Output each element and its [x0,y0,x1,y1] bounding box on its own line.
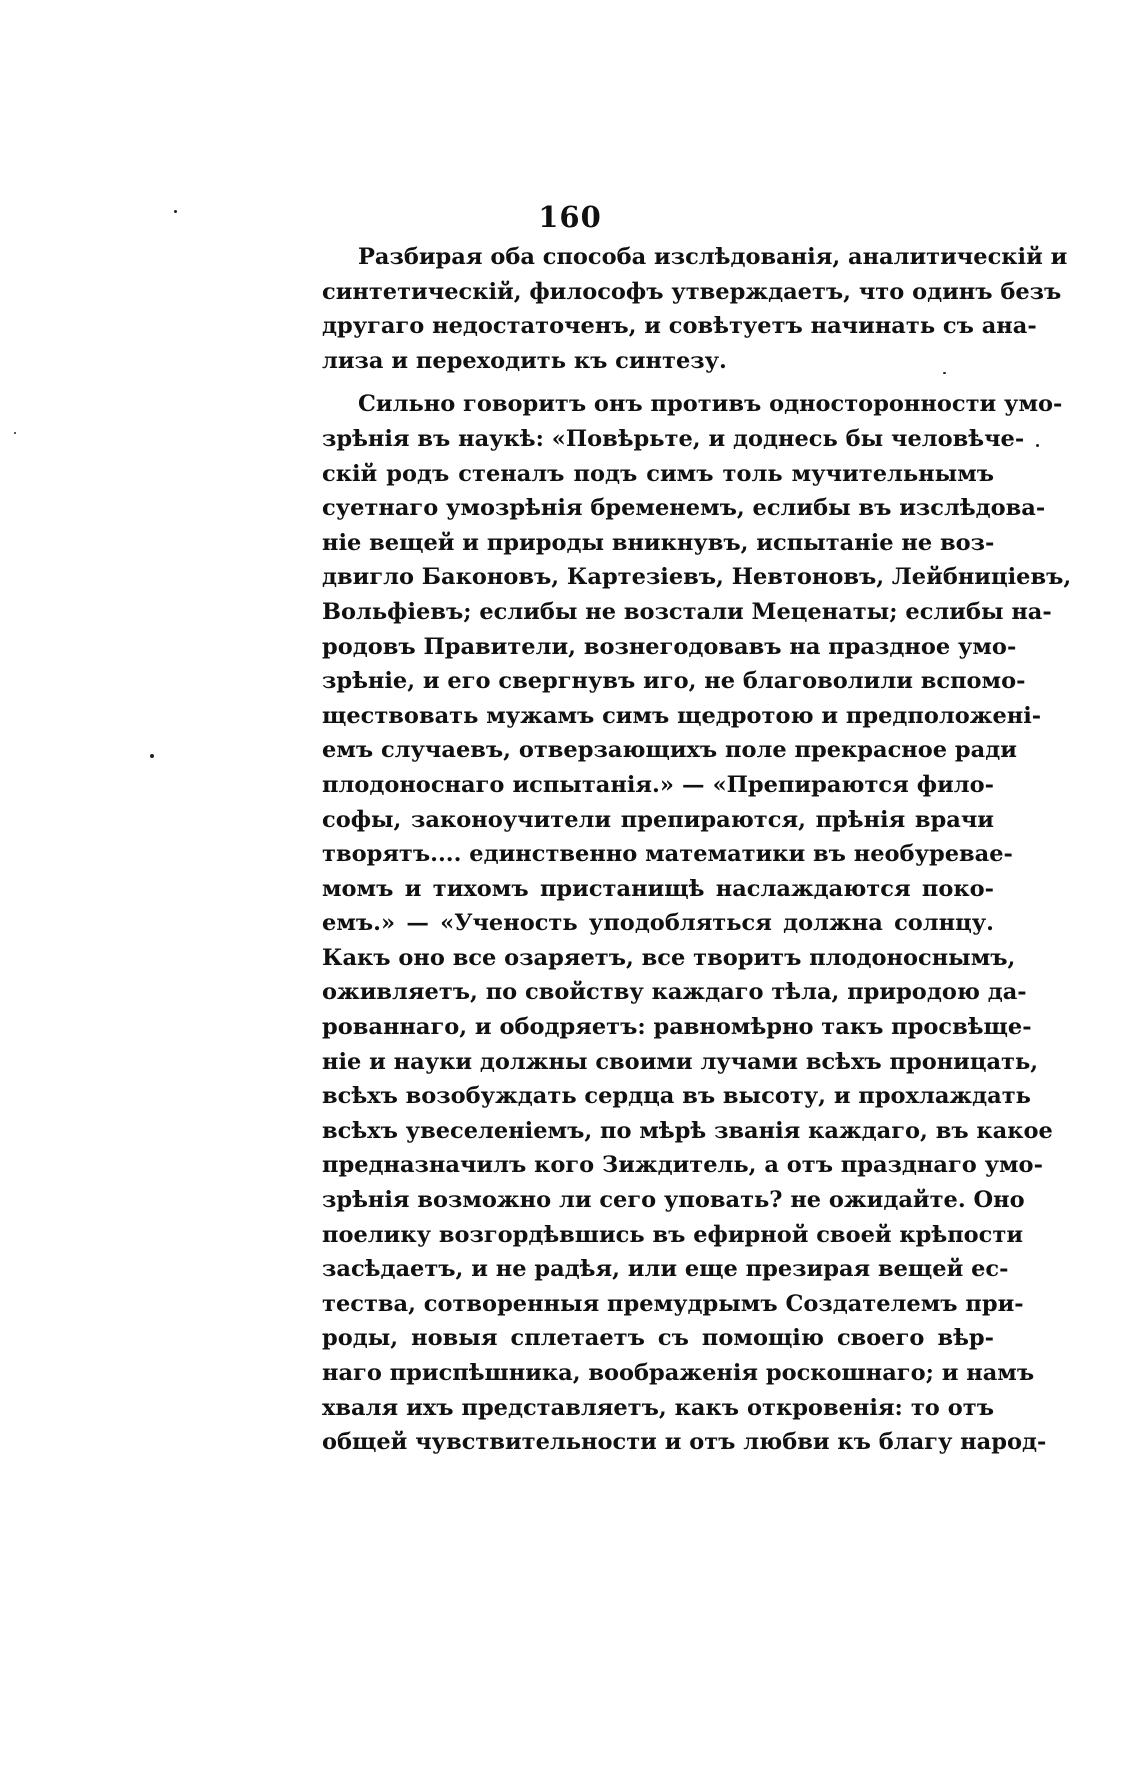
text-line: роды, новыя сплетаетъ съ помощію своего вѣр- [322,1325,994,1352]
text-line: всѣхъ увеселеніемъ, по мѣрѣ званія каждаго, въ какое [322,1117,1053,1144]
text-line: Разбирая оба способа изслѣдованія, аналитическій и [358,244,1068,270]
text-line: тества, сотворенныя премудрымъ Создателемъ при- [322,1290,1024,1317]
text-line: софы, законоучители препираются, прѣнія врачи [322,806,994,833]
text-line: наго приспѣшника, воображенія роскошнаго; и намъ [322,1360,1035,1386]
text-line: общей чувствительности и отъ любви къ благу народ- [322,1429,1047,1456]
text-line: момъ и тихомъ пристанищѣ наслаждаются поко- [322,875,994,902]
text-line: Сильно говоритъ онъ противъ односторонности умо- [358,391,1063,418]
text-line: емъ случаевъ, отверзающихъ поле прекрасное ради [322,737,1017,764]
scan-speck [14,432,16,434]
text-line: творятъ.... единственно математики въ необуреваe- [322,841,1013,868]
text-line: засѣдаетъ, и не радѣя, или еще презирая вещей ес- [322,1256,1009,1283]
text-line: лиза и переходить къ синтезу. [322,347,727,374]
paragraph-2 [322,387,1072,1459]
text-line: родовъ Правители, вознегодовавъ на праздное умо- [322,633,1017,660]
text-line: синтетическій, философъ утверждаетъ, что одинъ безъ [322,278,1062,305]
text-line: емъ.» — «Ученость уподобляться должна солнцу. [322,910,994,937]
text-line: Какъ оно все озаряетъ, все творитъ плодоноснымъ, [322,944,1016,971]
text-line: зрѣнія возможно ли сего уповать? не ожидайте. Оно [322,1187,1025,1214]
text-line: двигло Баконовъ, Картезіевъ, Невтоновъ, Лейбницiевъ, [322,564,1072,591]
text-line: зрѣніе, и его свергнувъ иго, не благоволили вспомо- [322,668,1026,695]
text-line: другаго недостаточенъ, и совѣтуетъ начинать съ ана- [322,313,1037,340]
text-line: зрѣнія въ наукѣ: «Повѣрьте, и доднесь бы человѣче- [322,425,1025,452]
text-line: хваля ихъ представляетъ, какъ откровенія: то отъ [322,1394,994,1421]
text-line: ніе вещей и природы вникнувъ, испытаніе не воз- [322,529,995,556]
scan-speck [150,754,154,758]
text-line: плодоноснаго испытанія.» — «Препираются фило- [322,771,994,798]
scan-speck [1036,444,1039,447]
text-line: всѣхъ возобуждать сердца въ высоту, и прохлаждать [322,1083,1031,1110]
paragraph-gap [322,378,994,387]
text-line: Вольфіевъ; еслибы не возстали Меценаты; еслибы на- [322,598,1052,625]
body-text [322,240,1072,1460]
text-line: поелику возгордѣвшись въ ефирной своей крѣпости [322,1221,1024,1248]
text-line: ніе и науки должны своими лучами всѣхъ проницать, [322,1048,1039,1075]
scan-speck [943,372,946,374]
text-line: ществовать мужамъ симъ щедротою и предположені- [322,702,1042,729]
text-line: скій родъ стеналъ подъ симъ толь мучительнымъ [322,460,994,487]
page-number: 160 [538,200,602,234]
text-line: оживляетъ, по свойству каждаго тѣла, природою да- [322,979,1027,1006]
paragraph-1 [322,240,1068,378]
text-line: предназначилъ кого Зиждитель, а отъ празднаго умо- [322,1152,1043,1179]
scan-speck [174,210,177,213]
text-line: рованнаго, и ободряетъ: равномѣрно такъ просвѣще- [322,1014,1032,1041]
text-line: суетнаго умозрѣнія бременемъ, еслибы въ изслѣдова- [322,495,1046,522]
